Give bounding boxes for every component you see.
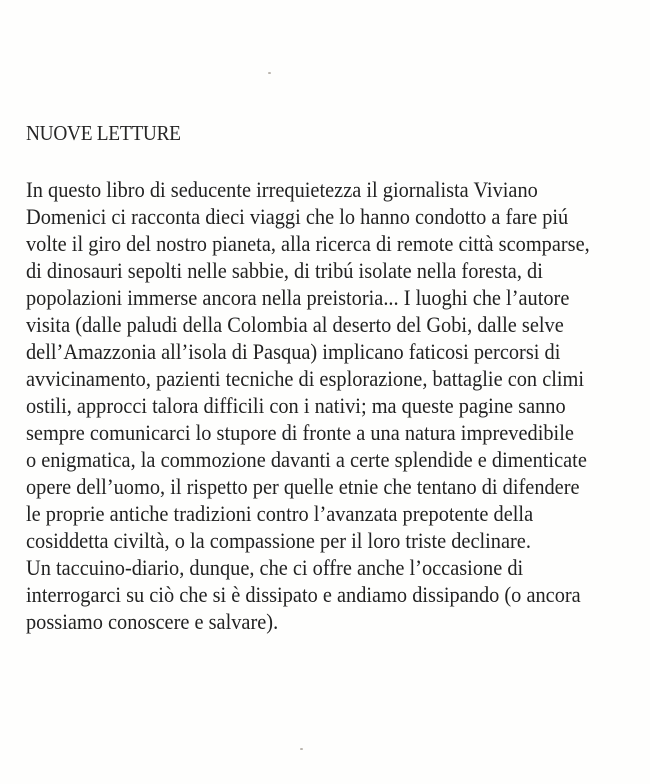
text-line: Domenici ci racconta dieci viaggi che lo hanno condotto a fare piú	[26, 204, 569, 229]
text-line: In questo libro di seducente irrequietezza il giornalista Viviano	[26, 177, 538, 202]
text-line: dell’Amazzonia all’isola di Pasqua) implicano faticosi percorsi di	[26, 339, 561, 364]
text-line: avvicinamento, pazienti tecniche di esplorazione, battaglie con climi	[26, 366, 585, 391]
text-line: le proprie antiche tradizioni contro l’avanzata prepotente della	[26, 501, 534, 526]
text-line: visita (dalle paludi della Colombia al deserto del Gobi, dalle selve	[26, 312, 564, 337]
body-paragraph	[26, 176, 623, 635]
text-line: possiamo conoscere e salvare).	[26, 609, 279, 634]
text-line: volte il giro del nostro pianeta, alla ricerca di remote città scomparse,	[26, 231, 590, 256]
text-line: popolazioni immerse ancora nella preistoria... I luoghi che l’autore	[26, 285, 570, 310]
text-line: sempre comunicarci lo stupore di fronte a una natura imprevedibile	[26, 420, 574, 445]
text-line: Un taccuino-diario, dunque, che ci offre anche l’occasione di	[26, 555, 524, 580]
text-line: ostili, approcci talora difficili con i nativi; ma queste pagine sanno	[26, 393, 566, 418]
text-line: opere dell’uomo, il rispetto per quelle etnie che tentano di difendere	[26, 474, 580, 499]
text-line: cosiddetta civiltà, o la compassione per il loro triste declinare.	[26, 528, 531, 553]
scan-speck	[300, 748, 303, 750]
text-line: interrogarci su ciò che si è dissipato e andiamo dissipando (o ancora	[26, 582, 581, 607]
scan-speck	[268, 72, 271, 74]
section-heading: NUOVE LETTURE	[26, 121, 181, 145]
text-line: di dinosauri sepolti nelle sabbie, di tribú isolate nella foresta, di	[26, 258, 543, 283]
text-line: o enigmatica, la commozione davanti a certe splendide e dimenticate	[26, 447, 587, 472]
